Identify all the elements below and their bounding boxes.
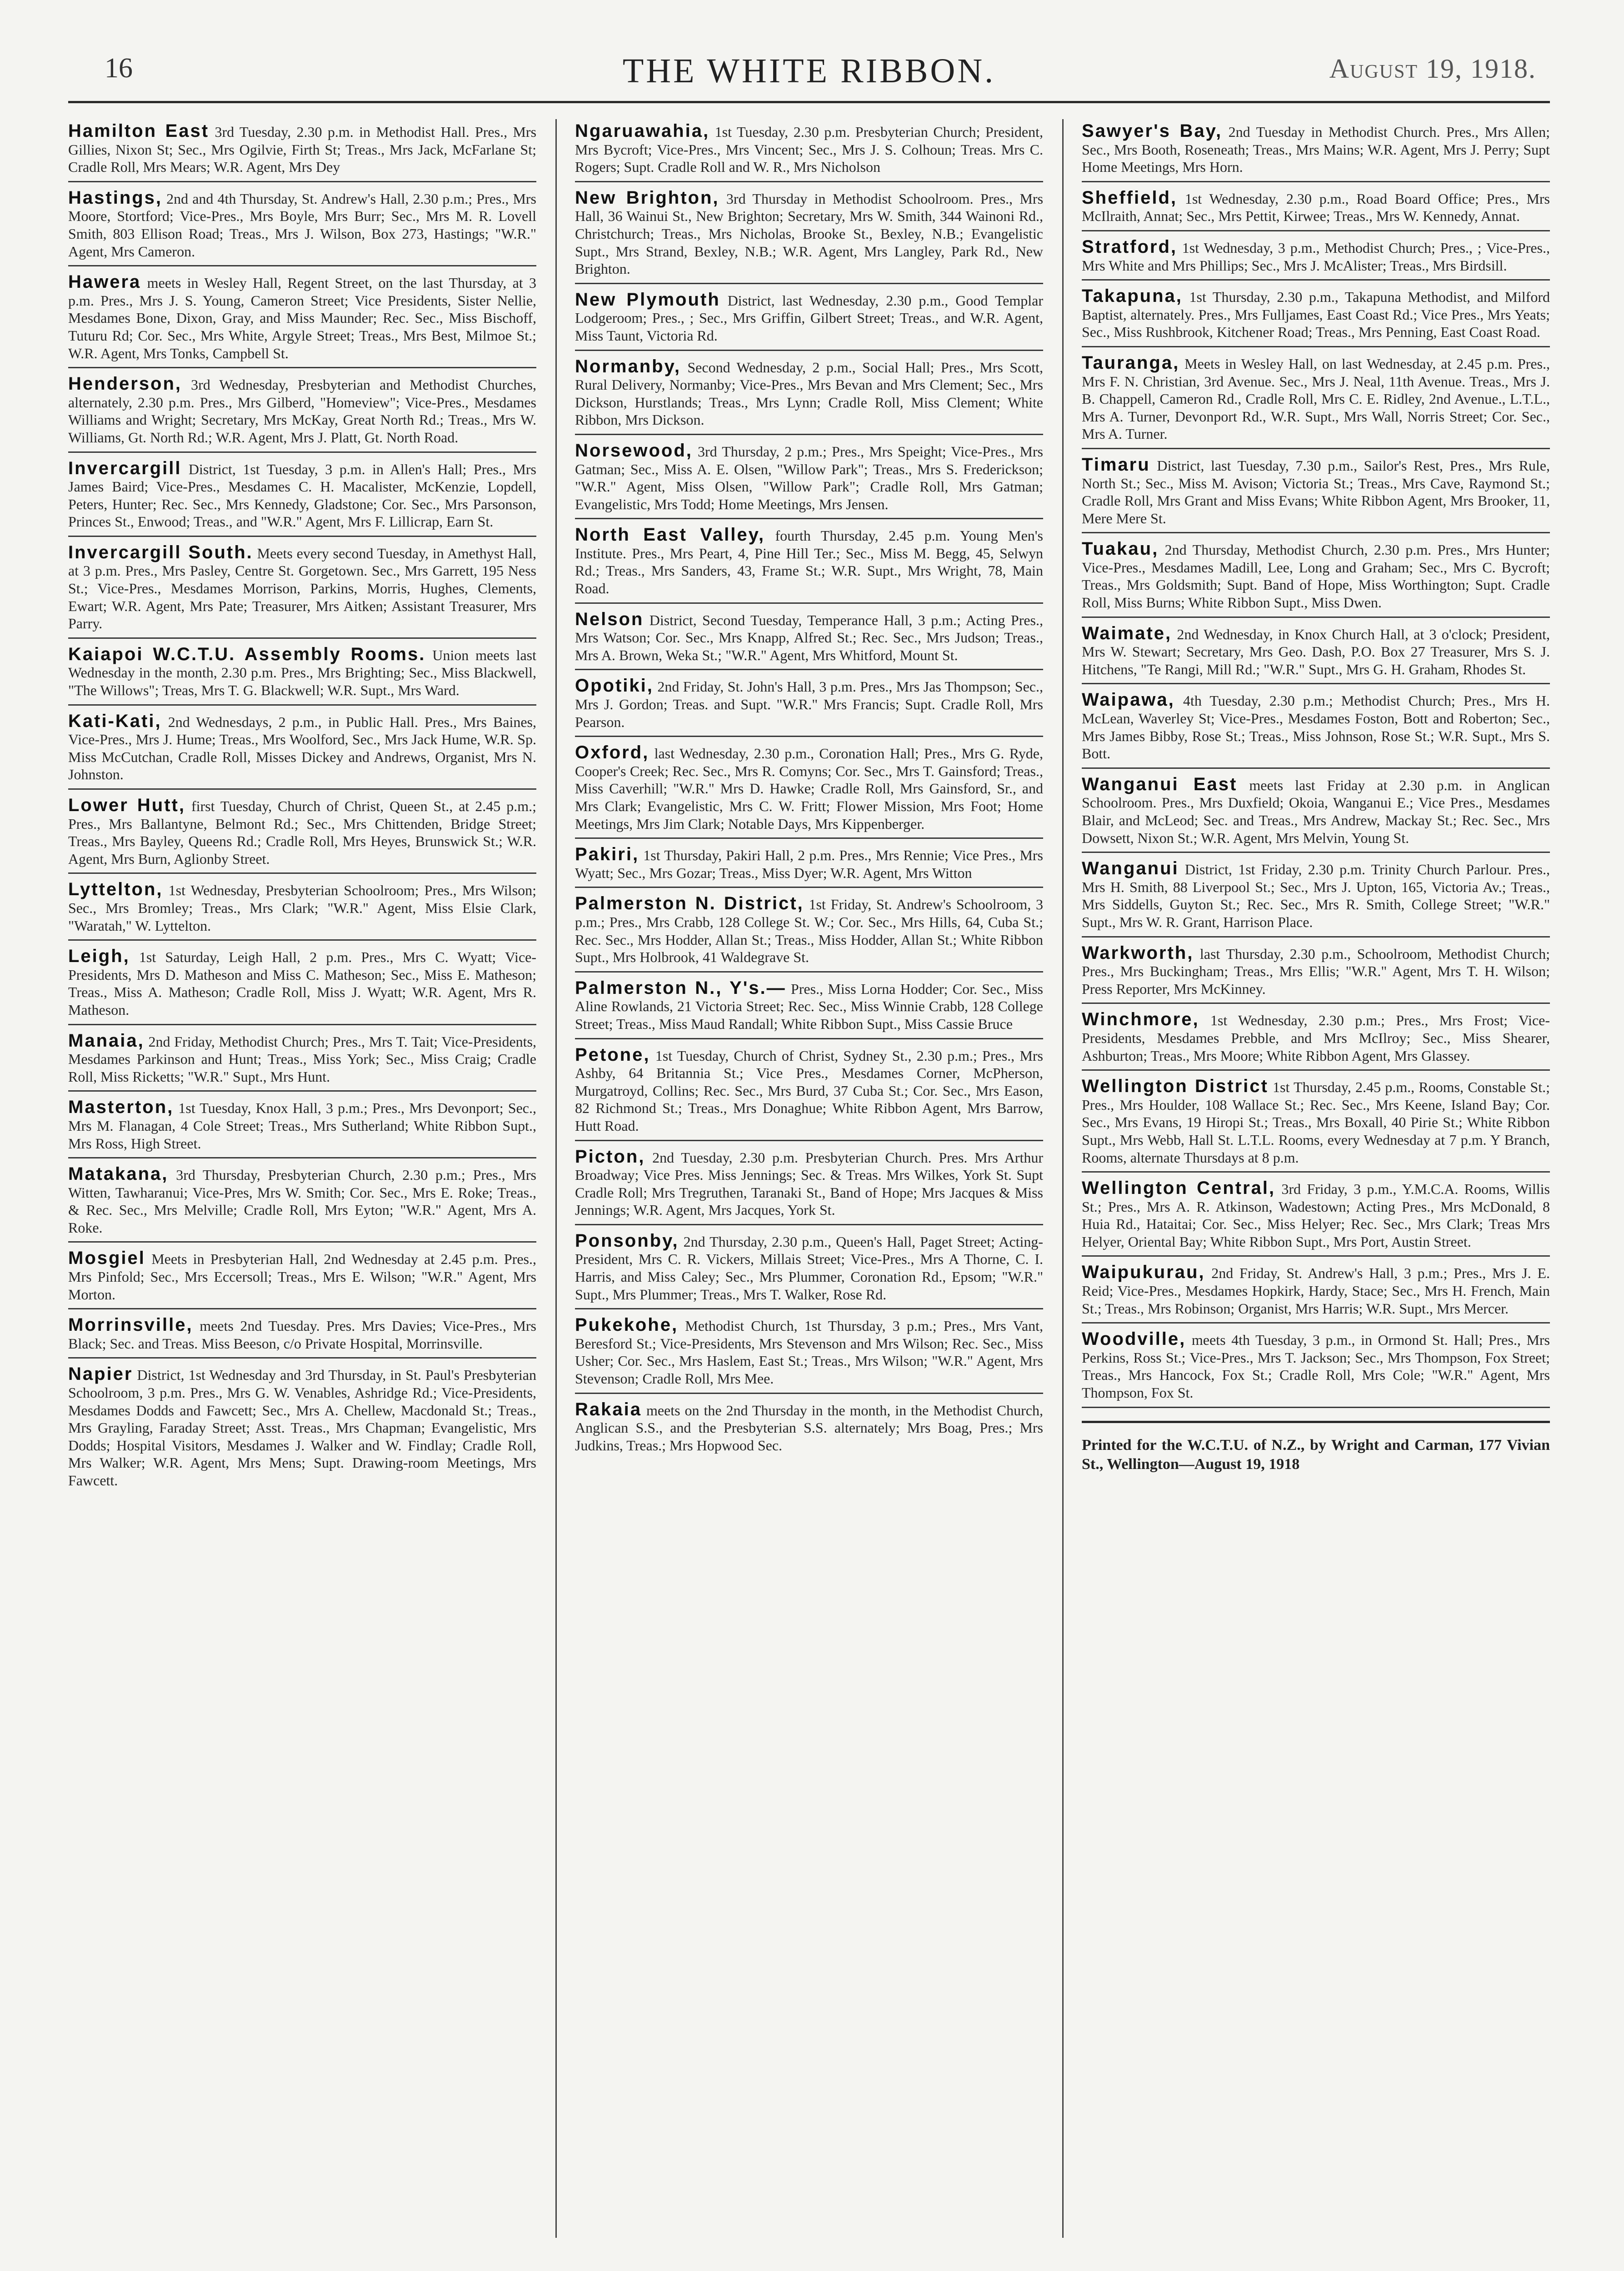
directory-entry (68, 1095, 536, 1158)
directory-entry (575, 674, 1043, 737)
directory-entry (1082, 235, 1550, 281)
entry-place-name: Hawera (68, 272, 141, 292)
directory-entry (68, 1029, 536, 1092)
directory-columns (68, 119, 1550, 2247)
entry-details: meets last Friday at 2.30 p.m. in Anglican Schoolroom. Pres., Mrs Duxfield; Okoia, Wanganui E.; Vice Pres., Mesdames Blair, and McLeod; Sec. and Treas., Mrs Andrew, Mackay St.; Rec. Sec., Mrs Dowsett, Nixon St.; W.R. Agent, Mrs Melvin, Young St. (1082, 777, 1550, 846)
entry-place-name: Picton, (575, 1146, 645, 1167)
directory-entry (575, 523, 1043, 603)
entry-place-name: Wellington Central, (1082, 1178, 1276, 1198)
entry-place-name: Woodville, (1082, 1329, 1186, 1349)
entry-place-name: Hamilton East (68, 121, 210, 141)
entry-details: last Wednesday, 2.30 p.m., Coronation Hall; Pres., Mrs G. Ryde, Cooper's Creek; Rec. Sec., Mrs R. Comyns; Cor. Sec., Mrs T. Gainsford; Treas., Miss Caverhill; "W.R." Mrs D. Hawke; Cradle Roll, Mrs Gainsford, Sr., and Mrs Clark; Evangelistic, Mrs C. W. Fritt; Flower Mission, Mrs Foot; Home Meetings, Mrs Jim Clark; Notable Days, Mrs Kippenberger. (575, 745, 1043, 832)
entry-details: Second Wednesday, 2 p.m., Social Hall; Pres., Mrs Scott, Rural Delivery, Normanby; Vice-Pres., Mrs Bevan and Mrs Clement; Sec., Mrs Dickson, Hurstlands; Treas., Mrs Lynn; Cradle Roll, Miss Clement; White Ribbon, Mrs Dickson. (575, 359, 1043, 428)
directory-entry (1082, 119, 1550, 182)
entry-place-name: Wellington District (1082, 1076, 1269, 1097)
header-rule (68, 101, 1550, 103)
entry-place-name: Opotiki, (575, 676, 654, 696)
directory-entry (575, 1313, 1043, 1394)
entry-details: Meets every second Tuesday, in Amethyst Hall, at 3 p.m. Pres., Mrs Pasley, Centre St. Gorgetown. Sec., Mrs Garrett, 195 Ness St.; Vice-Pres., Mesdames Morrison, Parkins, Morris, Hughes, Clements, Ewart; W.R. Agent, Mrs Pate; Treasurer, Mrs Aitken; Assistant Treasurer, Mrs Parry. (68, 545, 536, 632)
entry-details: Meets in Wesley Hall, on last Wednesday, at 2.45 p.m. Pres., Mrs F. N. Christian, 3rd Avenue. Sec., Mrs J. Neal, 11th Avenue. Treas., Mrs J. B. Chappell, Cameron Rd., Cradle Roll, Mrs C. E. Ridley, 2nd Avenue., L.T.L., Mrs A. Turner, Devonport Rd., W.R. Supt., Mrs Wall, Norris Street; Cor. Sec., Mrs A. Turner. (1082, 355, 1550, 442)
entry-place-name: Invercargill (68, 458, 182, 478)
entry-details: 1st Wednesday, 2.30 p.m., Road Board Office; Pres., Mrs McIlraith, Annat; Sec., Mrs Pettit, Kirwee; Treas., Mrs W. Kennedy, Annat. (1082, 190, 1550, 225)
entry-details: meets 4th Tuesday, 3 p.m., in Ormond St. Hall; Pres., Mrs Perkins, Ross St.; Vice-Pres., Mrs T. Jackson; Sec., Mrs Thompson, Fox Street; Treas., Mrs Hancock, Fox St.; Cradle Roll, Mrs Cole; "W.R." Agent, Mrs Thompson, Fox St. (1082, 1332, 1550, 1401)
entry-details: 2nd Wednesday, in Knox Church Hall, at 3 o'clock; President, Mrs W. Stewart; Secretary, Mrs Geo. Dash, P.O. Box 27 Treasurer, Mrs S. J. Hitchens, "Te Rangi, Mill Rd.; "W.R." Supt., Mrs G. H. Graham, Rhodes St. (1082, 626, 1550, 677)
entry-place-name: New Brighton, (575, 187, 720, 208)
entry-details: 1st Tuesday, Church of Christ, Sydney St., 2.30 p.m.; Pres., Mrs Ashby, 64 Britannia St.; Vice Pres., Mesdames Corner, McPherson, Murgatroyd, Collins; Rec. Sec., Mrs Burd, 37 Cuba St.; Cor. Sec., Mrs Eason, 82 Richmond St.; Treas., Mrs Donaghue; White Ribbon Agent, Mrs Barrow, Hutt Road. (575, 1047, 1043, 1134)
directory-entry (68, 270, 536, 368)
entry-details: District, 1st Wednesday and 3rd Thursday, in St. Paul's Presbyterian Schoolroom, 3 p.m. Pres., Mrs G. W. Venables, Ashridge Rd.; Vice-Presidents, Mesdames Dodds and Fawcett; Sec., Mrs A. Chellew, Macdonald St.; Treas., Mrs Grayling, Faraday Street; Asst. Treas., Mrs Chapman; Evangelistic, Mrs Dodds; Hospital Visitors, Mesdames J. Walker and W. Findlay; Cradle Roll, Mrs Walker; W.R. Agent, Mrs Mens; Supt. Drawing-room Meetings, Mrs Fawcett. (68, 1367, 536, 1489)
entry-details: first Tuesday, Church of Christ, Queen St., at 2.45 p.m.; Pres., Mrs Ballantyne, Belmont Rd.; Sec., Mrs Chittenden, Bridge Street; Treas., Mrs Bayley, Queens Rd.; Cradle Roll, Mrs Heyes, Brunswick St.; W.R. Agent, Mrs Burn, Aglionby Street. (68, 798, 536, 867)
entry-details: 2nd Friday, St. John's Hall, 3 p.m. Pres., Mrs Jas Thompson; Sec., Mrs J. Gordon; Treas. and Supt. "W.R." Mrs Francis; Supt. Cradle Roll, Mrs Pearson. (575, 678, 1043, 730)
directory-entry (1082, 1327, 1550, 1408)
entry-place-name: Waimate, (1082, 623, 1172, 643)
entry-place-name: Palmerston N. District, (575, 893, 804, 914)
entry-details: Methodist Church, 1st Thursday, 3 p.m.; Pres., Mrs Vant, Beresford St.; Vice-Presidents, Mrs Stevenson and Mrs Wilson; Rec. Sec., Miss Usher; Cor. Sec., Mrs Haslem, East St.; Treas., Mrs Wilson; "W.R." Agent, Mrs Stevenson; Cradle Roll, Mrs Mee. (575, 1318, 1043, 1387)
column-3 (1082, 119, 1550, 2247)
entry-place-name: Napier (68, 1364, 133, 1384)
directory-entry (575, 355, 1043, 435)
entry-place-name: Waipawa, (1082, 690, 1175, 710)
directory-entry (1082, 1176, 1550, 1257)
directory-entry (68, 709, 536, 790)
entry-details: 1st Thursday, 2.30 p.m., Takapuna Methodist, and Milford Baptist, alternately. Pres., Mrs Fulljames, East Coast Rd.; Vice Pres., Mrs Yeats; Sec., Miss Rushbrook, Kitchener Road; Treas., Mrs Penning, East Coast Road. (1082, 289, 1550, 341)
directory-entry (575, 1145, 1043, 1225)
entry-place-name: Kaiapoi W.C.T.U. Assembly Rooms. (68, 644, 426, 664)
directory-entry (1082, 857, 1550, 937)
directory-entry (68, 119, 536, 182)
directory-entry (575, 1043, 1043, 1141)
entry-details: 4th Tuesday, 2.30 p.m.; Methodist Church; Pres., Mrs H. McLean, Waverley St; Vice-Pres., Mesdames Foston, Bott and Roberton; Sec., Mrs James Bibby, Rose St.; Treas., Miss Johnson, Rose St.; W.R. Supt., Mrs S. Bott. (1082, 692, 1550, 762)
entry-place-name: Kati-Kati, (68, 711, 162, 731)
entry-place-name: Hastings, (68, 187, 163, 208)
directory-entry (68, 1313, 536, 1359)
directory-entry (575, 842, 1043, 888)
entry-place-name: Rakaia (575, 1399, 642, 1419)
entry-place-name: Masterton, (68, 1097, 174, 1118)
directory-entry (575, 186, 1043, 284)
entry-details: 1st Wednesday, 2.30 p.m.; Pres., Mrs Frost; Vice-Presidents, Mesdames Prebble, and Mrs McIlroy; Sec., Miss Shearer, Ashburton; Treas., Mrs Moore; White Ribbon Agent, Mrs Glassey. (1082, 1012, 1550, 1064)
entry-place-name: Takapuna, (1082, 286, 1183, 306)
entry-details: 2nd Thursday, Methodist Church, 2.30 p.m. Pres., Mrs Hunter; Vice-Pres., Mesdames Madill, Lee, Long and Graham; Sec., Mrs C. Bycroft; Treas., Mrs Goldsmith; Supt. Band of Hope, Miss Worthington; Supt. Cradle Roll, Miss Burns; White Ribbon Supt., Miss Dwen. (1082, 541, 1550, 611)
entry-place-name: Waipukurau, (1082, 1262, 1205, 1283)
entry-details: District, 1st Tuesday, 3 p.m. in Allen's Hall; Pres., Mrs James Baird; Vice-Pres., Mesdames C. H. Macalister, McKenzie, Lopdell, Peters, Hunter; Rec. Sec., Mrs Kennedy, Gladstone; Cor. Sec., Mrs Parsonson, Princes St., Enwood; Treas., and "W.R." Agent, Mrs F. Lillicrap, Earn St. (68, 461, 536, 530)
directory-entry (68, 541, 536, 639)
page-title: THE WHITE RIBBON. (622, 52, 996, 90)
entry-details: 3rd Thursday, Presbyterian Church, 2.30 p.m.; Pres., Mrs Witten, Tawharanui; Vice-Pres, Mrs W. Smith; Cor. Sec., Mrs E. Roke; Treas., & Rec. Sec., Mrs Melville; Cradle Roll, Mrs Eyton; "W.R." Agent, Mrs A. Roke. (68, 1167, 536, 1236)
entry-place-name: Matakana, (68, 1164, 169, 1184)
directory-entry (1082, 453, 1550, 533)
directory-entry (68, 642, 536, 706)
directory-entry (68, 944, 536, 1025)
entry-details: 2nd Friday, St. Andrew's Hall, 3 p.m.; Pres., Mrs J. E. Reid; Vice-Pres., Mesdames Hopkirk, Hardy, Stace; Sec., Mrs H. French, Main St.; Treas., Mrs Robinson; Organist, Mrs Harris; W.R. Supt., Mrs Mercer. (1082, 1265, 1550, 1317)
directory-entry (1082, 284, 1550, 347)
directory-entry (68, 372, 536, 452)
entry-details: 1st Friday, St. Andrew's Schoolroom, 3 p.m.; Pres., Mrs Crabb, 128 College St. W.; Cor. Sec., Mrs Hills, 64, Cuba St.; Rec. Sec., Mrs Hodder, Allan St.; Treas., Miss Hodder, Allan St.; White Ribbon Supt., Mrs Holbrook, 41 Waldegrave St. (575, 896, 1043, 966)
entry-place-name: Sheffield, (1082, 187, 1178, 208)
entry-place-name: Ngaruawahia, (575, 121, 710, 141)
issue-date: August 19, 1918. (1329, 54, 1536, 84)
entry-details: District, 1st Friday, 2.30 p.m. Trinity Church Parlour. Pres., Mrs H. Smith, 88 Liverpool St.; Sec., Mrs J. Upton, 165, Victoria Av.; Treas., Mrs Siddells, Guyton St.; Rec. Sec., Mrs R. Smith, College Street; "W.R." Supt., Mrs W. R. Grant, Harrison Place. (1082, 861, 1550, 930)
entry-details: meets in Wesley Hall, Regent Street, on the last Thursday, at 3 p.m. Pres., Mrs J. S. Young, Cameron Street; Vice Presidents, Sister Nellie, Mesdames Bone, Dixon, Gray, and Miss Maunder; Rec. Sec., Miss Bischoff, Tuturu Rd; Cor. Sec., Mrs White, Argyle Street; Treas., Mrs Best, Milmoe St.; W.R. Agent, Mrs Tonks, Campbell St. (68, 275, 536, 361)
entry-place-name: Nelson (575, 609, 644, 629)
directory-entry (575, 1398, 1043, 1459)
entry-place-name: New Plymouth (575, 289, 720, 310)
entry-place-name: Pakiri, (575, 844, 640, 865)
directory-entry (575, 741, 1043, 839)
entry-place-name: Wanganui East (1082, 774, 1238, 794)
directory-entry (1082, 772, 1550, 853)
entry-place-name: Palmerston N., Y's.— (575, 978, 786, 998)
entry-details: 2nd Friday, Methodist Church; Pres., Mrs T. Tait; Vice-Presidents, Mesdames Parkinson and Hunt; Treas., Miss York; Sec., Miss Craig; Cradle Roll, Miss Ricketts; "W.R." Supt., Mrs Hunt. (68, 1033, 536, 1085)
entry-place-name: Wanganui (1082, 858, 1179, 879)
entry-place-name: Lower Hutt, (68, 795, 185, 815)
entry-details: 2nd Wednesdays, 2 p.m., in Public Hall. Pres., Mrs Baines, Vice-Pres., Mrs J. Hume; Treas., Mrs Woolford, Sec., Mrs Jack Hume, W.R. Sp. Miss McCutchan, Cradle Roll, Misses Dickey and Andrews, Organist, Mrs N. Johnston. (68, 713, 536, 783)
entry-details: 2nd and 4th Thursday, St. Andrew's Hall, 2.30 p.m.; Pres., Mrs Moore, Stortford; Vice-Pres., Mrs Boyle, Mrs Burr; Sec., Mrs M. R. Lovell Smith, 803 Ellison Road; Treas., Mrs J. Wilson, Box 273, Hastings; "W.R." Agent, Mrs Cameron. (68, 190, 536, 260)
entry-details: 1st Saturday, Leigh Hall, 2 p.m. Pres., Mrs C. Wyatt; Vice-Presidents, Mrs D. Matheson and Miss C. Matheson; Sec., Miss E. Matheson; Treas., Miss A. Matheson; Cradle Roll, Miss J. Wyatt; W.R. Agent, Mrs R. Matheson. (68, 949, 536, 1018)
entry-place-name: Normanby, (575, 356, 681, 376)
entry-details: Union meets last Wednesday in the month, 2.30 p.m. Pres., Mrs Brighting; Sec., Miss Blackwell, "The Willows"; Treas, Mrs T. G. Blackwell; W.R. Supt., Mrs Ward. (68, 647, 536, 699)
column-rule (555, 119, 557, 2238)
entry-place-name: Timaru (1082, 454, 1150, 475)
directory-entry (1082, 622, 1550, 685)
directory-entry (575, 607, 1043, 671)
entry-place-name: Invercargill South. (68, 542, 253, 562)
directory-entry (1082, 186, 1550, 231)
entry-details: 2nd Tuesday, 2.30 p.m. Presbyterian Church. Pres. Mrs Arthur Broadway; Vice Pres. Miss Jennings; Sec. & Treas. Mrs Wilkes, York St. Supt Cradle Roll; Mrs Tregruthen, Taranaki St., Band of Hope; Mrs Jacques & Miss Jennings; W.R. Agent, Mrs Jacques, York St. (575, 1149, 1043, 1218)
entry-place-name: Henderson, (68, 374, 182, 394)
entry-details: 3rd Thursday, 2 p.m.; Pres., Mrs Speight; Vice-Pres., Mrs Gatman; Sec., Miss A. E. Olsen, "Willow Park"; Treas., Mrs S. Frederickson; "W.R." Agent, Miss Olsen, "Willow Park"; Cradle Roll, Mrs Gatman; Evangelistic, Mrs Todd; Home Meetings, Mrs Jensen. (575, 443, 1043, 512)
directory-entry (1082, 688, 1550, 768)
entry-place-name: Warkworth, (1082, 942, 1194, 963)
directory-entry (68, 877, 536, 941)
entry-place-name: Lyttelton, (68, 879, 163, 900)
entry-place-name: Manaia, (68, 1030, 145, 1051)
entry-details: 1st Thursday, 2.45 p.m., Rooms, Constable St.; Pres., Mrs Houlder, 108 Wallace St.; Rec. Sec., Mrs Keene, Island Bay; Cor. Sec., Mrs Evans, 19 Hiropi St.; Treas., Mrs Boxall, 40 Pirie St.; White Ribbon Supt., Mrs Webb, Hall St. L.T.L. Rooms, every Wednesday at 7 p.m. Y Branch, Rooms, alternate Thursdays at 8 p.m. (1082, 1079, 1550, 1166)
entry-place-name: Pukekohe, (575, 1315, 679, 1335)
directory-entry (68, 1162, 536, 1243)
directory-entry (68, 793, 536, 874)
entry-place-name: Winchmore, (1082, 1009, 1199, 1030)
directory-entry (68, 456, 536, 537)
entry-place-name: Tauranga, (1082, 352, 1180, 373)
directory-entry (1082, 1074, 1550, 1173)
directory-entry (575, 976, 1043, 1039)
printer-imprint: Printed for the W.C.T.U. of N.Z., by Wright and Carman, 177 Vivian St., Wellington—August 19, 1918 (1082, 1421, 1550, 1474)
entry-details: 1st Wednesday, Presbyterian Schoolroom; Pres., Mrs Wilson; Sec., Mrs Bromley; Treas., Mrs Clark; "W.R." Agent, Miss Elsie Clark, "Waratah," W. Lyttelton. (68, 882, 536, 934)
column-rule (1062, 119, 1064, 2238)
entry-details: District, Second Tuesday, Temperance Hall, 3 p.m.; Acting Pres., Mrs Watson; Cor. Sec., Mrs Knapp, Alfred St.; Rec. Sec., Mrs Judson; Treas., Mrs A. Brown, Weka St.; "W.R." Agent, Mrs Whitford, Mount St. (575, 612, 1043, 663)
entry-place-name: Stratford, (1082, 236, 1177, 257)
entry-place-name: Oxford, (575, 742, 650, 763)
entry-details: 1st Tuesday, 2.30 p.m. Presbyterian Church; President, Mrs Bycroft; Vice-Pres., Mrs Vincent; Sec., Mrs J. S. Colhoun; Treas. Mrs C. Rogers; Supt. Cradle Roll and W. R., Mrs Nicholson (575, 124, 1043, 175)
entry-details: 2nd Tuesday in Methodist Church. Pres., Mrs Allen; Sec., Mrs Booth, Roseneath; Treas., Mrs Mains; W.R. Agent, Mrs J. Perry; Supt Home Meetings, Mrs Horn. (1082, 124, 1550, 175)
directory-entry (575, 1229, 1043, 1309)
directory-entry (1082, 941, 1550, 1004)
entry-place-name: Norsewood, (575, 440, 693, 461)
directory-entry (575, 892, 1043, 972)
directory-entry (575, 288, 1043, 351)
entry-details: 1st Wednesday, 3 p.m., Methodist Church; Pres., ; Vice-Pres., Mrs White and Mrs Phillips; Sec., Mrs J. McAlister; Treas., Mrs Birdsill. (1082, 239, 1550, 274)
entry-details: fourth Thursday, 2.45 p.m. Young Men's Institute. Pres., Mrs Peart, 4, Pine Hill Ter.; Sec., Miss M. Begg, 45, Selwyn Rd.; Treas., Mrs Sanders, 43, Frame St.; W.R. Supt., Mrs Wright, 78, Main Road. (575, 527, 1043, 597)
page-header (68, 43, 1550, 98)
entry-place-name: Leigh, (68, 946, 130, 967)
directory-entry (68, 186, 536, 266)
entry-details: 3rd Wednesday, Presbyterian and Methodist Churches, alternately, 2.30 p.m. Pres., Mrs Gilberd, "Homeview"; Vice-Pres., Mesdames Williams and Wright; Secretary, Mrs McKay, Great North Rd.; Treas., Mrs W. Williams, Gt. North Rd.; W.R. Agent, Mrs J. Platt, Gt. North Road. (68, 376, 536, 446)
entry-place-name: Mosgiel (68, 1248, 145, 1268)
entry-details: meets 2nd Tuesday. Pres. Mrs Davies; Vice-Pres., Mrs Black; Sec. and Treas. Miss Beeson, c/o Private Hospital, Morrinsville. (68, 1318, 536, 1352)
entry-place-name: Petone, (575, 1044, 650, 1065)
entry-details: Pres., Miss Lorna Hodder; Cor. Sec., Miss Aline Rowlands, 21 Victoria Street; Rec. Sec., Miss Winnie Crabb, 128 College Street; Treas., Miss Maud Randall; White Ribbon Supt., Miss Cassie Bruce (575, 980, 1043, 1032)
column-2 (575, 119, 1043, 2247)
directory-entry (575, 439, 1043, 519)
entry-details: District, last Tuesday, 7.30 p.m., Sailor's Rest, Pres., Mrs Rule, North St.; Sec., Miss M. Avison; Victoria St.; Treas., Mrs Cave, Raymond St.; Cradle Roll, Mrs Grant and Miss Evans; White Ribbon Agent, Mrs Brooker, 11, Mere Mere St. (1082, 457, 1550, 526)
entry-details: District, last Wednesday, 2.30 p.m., Good Templar Lodgeroom; Pres., ; Sec., Mrs Griffin, Gilbert Street; Treas., and W.R. Agent, Miss Taunt, Victoria Rd. (575, 292, 1043, 344)
entry-place-name: North East Valley, (575, 525, 765, 545)
entry-details: meets on the 2nd Thursday in the month, in the Methodist Church, Anglican S.S., and the Presbyterian S.S. alternately; Mrs Boag, Pres.; Mrs Judkins, Treas.; Mrs Hopwood Sec. (575, 1402, 1043, 1454)
entry-place-name: Sawyer's Bay, (1082, 121, 1223, 141)
entry-details: 3rd Thursday in Methodist Schoolroom. Pres., Mrs Hall, 36 Wainui St., New Brighton; Secretary, Mrs W. Smith, 344 Wainoni Rd., Christchurch; Treas., Mrs Nicholas, Brooke St., Bexley, N.B.; Evangelistic Supt., Mrs Strand, Bexley, N.B.; W.R. Agent, Mrs Langley, Park Rd., New Brighton. (575, 190, 1043, 277)
directory-entry (1082, 351, 1550, 449)
directory-entry (1082, 1008, 1550, 1071)
entry-details: 3rd Friday, 3 p.m., Y.M.C.A. Rooms, Willis St.; Pres., Mrs A. R. Atkinson, Wadestown; Acting Pres., Mrs McDonald, 8 Huia Rd., Hataitai; Cor. Sec., Miss Helyer; Rec. Sec., Mrs Clark; Treas Mrs Helyer, Oriental Bay; White Ribbon Supt., Mrs Port, Austin Street. (1082, 1181, 1550, 1250)
entry-place-name: Ponsonby, (575, 1230, 679, 1251)
entry-place-name: Tuakau, (1082, 539, 1159, 559)
entry-details: 1st Tuesday, Knox Hall, 3 p.m.; Pres., Mrs Devonport; Sec., Mrs M. Flanagan, 4 Cole Street; Treas., Mrs Sutherland; White Ribbon Supt., Mrs Ross, High Street. (68, 1100, 536, 1152)
entry-details: 2nd Thursday, 2.30 p.m., Queen's Hall, Paget Street; Acting-President, Mrs C. R. Vickers, Millais Street; Vice-Pres., Mrs A Thorne, C. I. Harris, and Miss Caley; Sec., Mrs Plummer, Coronation Rd., Epsom; "W.R." Supt., Mrs Plummer; Treas., Mrs T. Walker, Rose Rd. (575, 1233, 1043, 1303)
directory-entry (68, 1246, 536, 1309)
directory-entry (1082, 1260, 1550, 1323)
directory-entry (575, 119, 1043, 182)
column-1 (68, 119, 536, 2247)
entry-details: 3rd Tuesday, 2.30 p.m. in Methodist Hall. Pres., Mrs Gillies, Nixon St; Sec., Mrs Ogilvie, Firth St; Treas., Mrs Jack, McFarlane St; Cradle Roll, Mrs Mears; W.R. Agent, Mrs Dey (68, 124, 536, 175)
directory-entry (1082, 537, 1550, 617)
entry-place-name: Morrinsville, (68, 1315, 193, 1335)
entry-details: last Thursday, 2.30 p.m., Schoolroom, Methodist Church; Pres., Mrs Buckingham; Treas., Mrs Ellis; "W.R." Agent, Mrs T. H. Wilson; Press Reporter, Mrs McKinney. (1082, 945, 1550, 997)
entry-details: Meets in Presbyterian Hall, 2nd Wednesday at 2.45 p.m. Pres., Mrs Pinfold; Sec., Mrs Eccersoll; Treas., Mrs E. Wilson; "W.R." Agent, Mrs Morton. (68, 1251, 536, 1303)
directory-entry (68, 1362, 536, 1494)
entry-details: 1st Thursday, Pakiri Hall, 2 p.m. Pres., Mrs Rennie; Vice Pres., Mrs Wyatt; Sec., Mrs Gozar; Treas., Miss Dyer; W.R. Agent, Mrs Witton (575, 847, 1043, 881)
page-number: 16 (105, 53, 133, 84)
